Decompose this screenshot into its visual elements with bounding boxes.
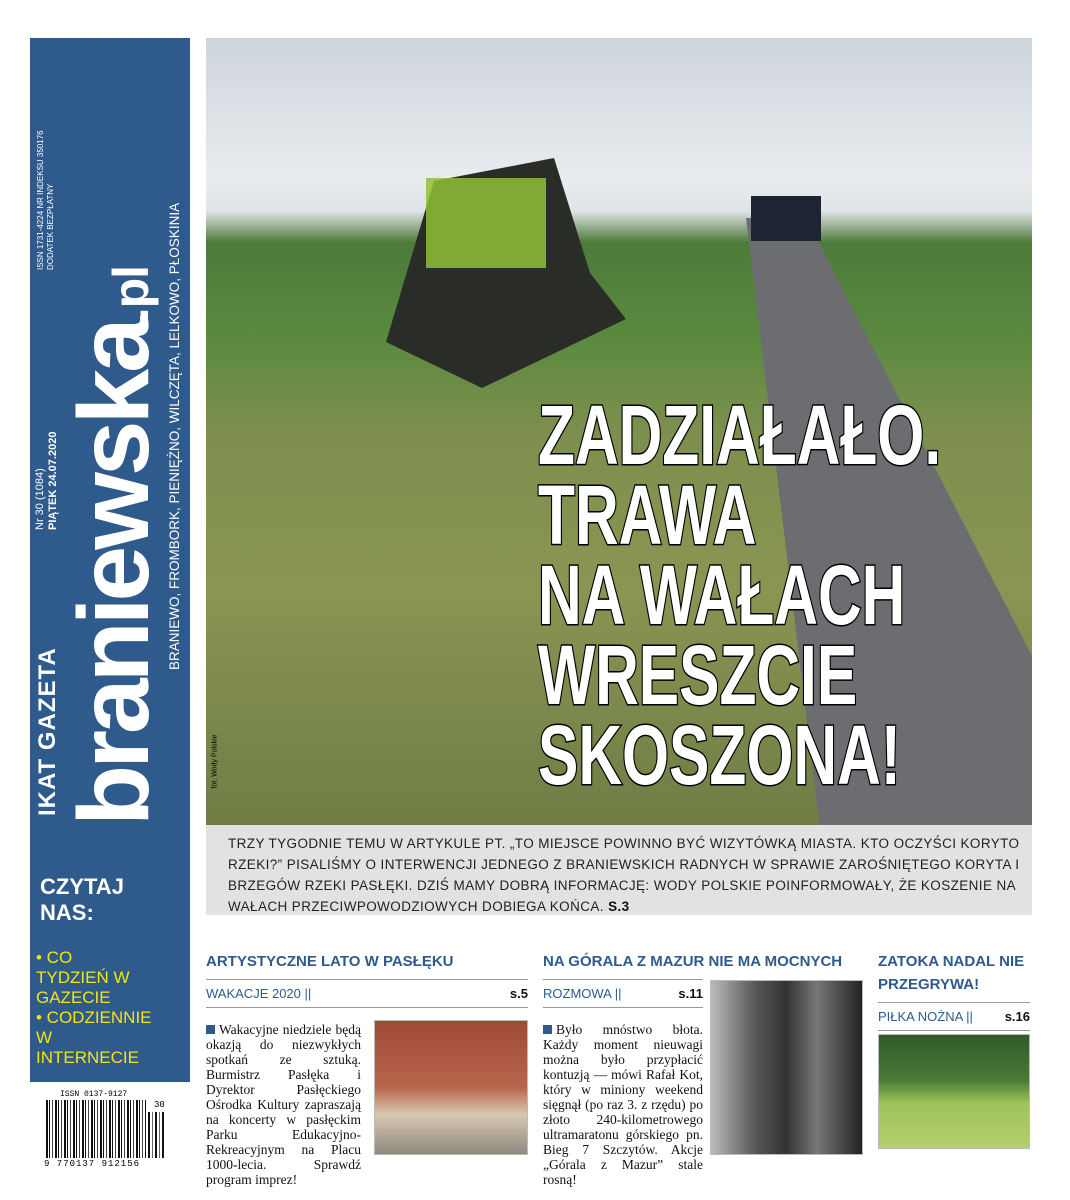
supplement-label: DODATEK BEZPŁATNY [46, 183, 55, 270]
bullet-square-icon [206, 1025, 215, 1034]
article-section: PIŁKA NOŻNA || [878, 1009, 973, 1024]
article-section: WAKACJE 2020 || [206, 986, 312, 1001]
article-photo-football [878, 1034, 1030, 1149]
headline-line: SKOSZONA! [538, 708, 901, 802]
lead-headline[interactable] [538, 388, 942, 802]
article-section: ROZMOWA || [543, 986, 622, 1001]
promo-item: • CODZIENNIE W INTERNECIE [36, 1008, 152, 1067]
headline-line: WRESZCIE [538, 628, 858, 722]
tractor-cab [426, 178, 546, 268]
caption-page-ref[interactable]: S.3 [608, 899, 630, 914]
masthead-sidebar [30, 38, 190, 1082]
article-page: s.5 [509, 986, 528, 1001]
barcode-number: 9 770137 912156 [44, 1159, 141, 1169]
article-body [543, 1022, 703, 1187]
article-title[interactable]: ZATOKA NADAL NIE PRZEGRYWA! [878, 950, 1030, 1003]
barcode [38, 1090, 188, 1170]
lead-caption [206, 825, 1032, 915]
brand-tld: .pl [103, 265, 159, 322]
article-text: Było mnóstwo błota. Każdy moment nieuwagi można było przypłacić kontuzją — mówi Rafał Kot, który w miniony weekend sięgnął (po raz 3. z rzędu) po złoto 240-kilometrowego ultramaratonu górskiego pn. Bieg 7 Szczytów. Akcje „Górala z Mazur” stale rosną! [543, 1022, 703, 1187]
headline-line: NA WAŁACH [538, 548, 906, 642]
pickup-truck [751, 196, 821, 241]
article-title[interactable]: ARTYSTYCZNE LATO W PASŁĘKU [206, 950, 528, 980]
article-text: Wakacyjne niedziele będą okazją do niezwykłych spotkań ze sztuką. Burmistrz Pasłęka i Dyrektor Pasłęckiego Ośrodka Kultury zapraszają na koncerty w pasłęckim Parku Edukacyjno-Rekreacyjnym na Placu 1000-lecia. Sprawdź program imprez! [206, 1022, 361, 1187]
promo-title: CZYTAJ NAS: [40, 874, 124, 925]
article-body [206, 1022, 361, 1187]
article-artystyczne-lato [206, 950, 528, 1008]
issue-number: Nr 30 (1084) [34, 468, 46, 530]
brand: braniewska [58, 321, 170, 826]
article-photo-runners [710, 980, 863, 1155]
issue-date: PIĄTEK 24.07.2020 [47, 431, 59, 530]
barcode-issn: ISSN 0137-9127 [60, 1090, 128, 1099]
article-page: s.11 [678, 986, 703, 1001]
towns-list: BRANIEWO, FROMBORK, PIENIĘŻNO, WILCZĘTA, LELKOWO, PŁOSKINIA [167, 202, 182, 670]
masthead-logo[interactable] [58, 265, 170, 826]
photo-credit: fot. Wody Polskie [211, 734, 219, 789]
headline-line: ZADZIAŁAŁO. [538, 388, 942, 482]
promo-list [36, 948, 156, 1068]
barcode-addon: 30 [154, 1100, 165, 1110]
masthead-prefix: IKAT GAZETA [34, 647, 61, 816]
promo-item: • CO TYDZIEŃ W GAZECIE [36, 948, 130, 1007]
article-title[interactable]: NA GÓRALA Z MAZUR NIE MA MOCNYCH [543, 953, 843, 970]
article-page: s.16 [1004, 1009, 1030, 1024]
article-zatoka [878, 950, 1030, 1031]
issn-line: ISSN 1731-4224 NR INDEKSU 350176 [36, 130, 45, 270]
headline-line: TRAWA [538, 468, 757, 562]
masthead [30, 38, 190, 830]
barcode-addon-bars [148, 1112, 166, 1158]
caption-text: TRZY TYGODNIE TEMU W ARTYKULE PT. „TO MIEJSCE POWINNO BYĆ WIZYTÓWKĄ MIASTA. KTO OCZYŚCI KORYTO RZEKI?” PISALIŚMY O INTERWENCJI JEDNEGO Z BRANIEWSKICH RADNYCH W SPRAWIE ZAROŚNIĘTEGO KORYTA I BRZEGÓW RZEKI PASŁĘKI. DZIŚ MAMY DOBRĄ INFORMACJĘ: WODY POLSKIE POINFORMOWAŁY, ŻE KOSZENIE NA WAŁACH PRZECIWPOWODZIOWYCH DOBIEGA KOŃCA. [228, 836, 1020, 914]
bullet-square-icon [543, 1025, 552, 1034]
barcode-bars [46, 1100, 146, 1158]
issn-info [36, 130, 60, 270]
article-photo-band [374, 1020, 528, 1155]
